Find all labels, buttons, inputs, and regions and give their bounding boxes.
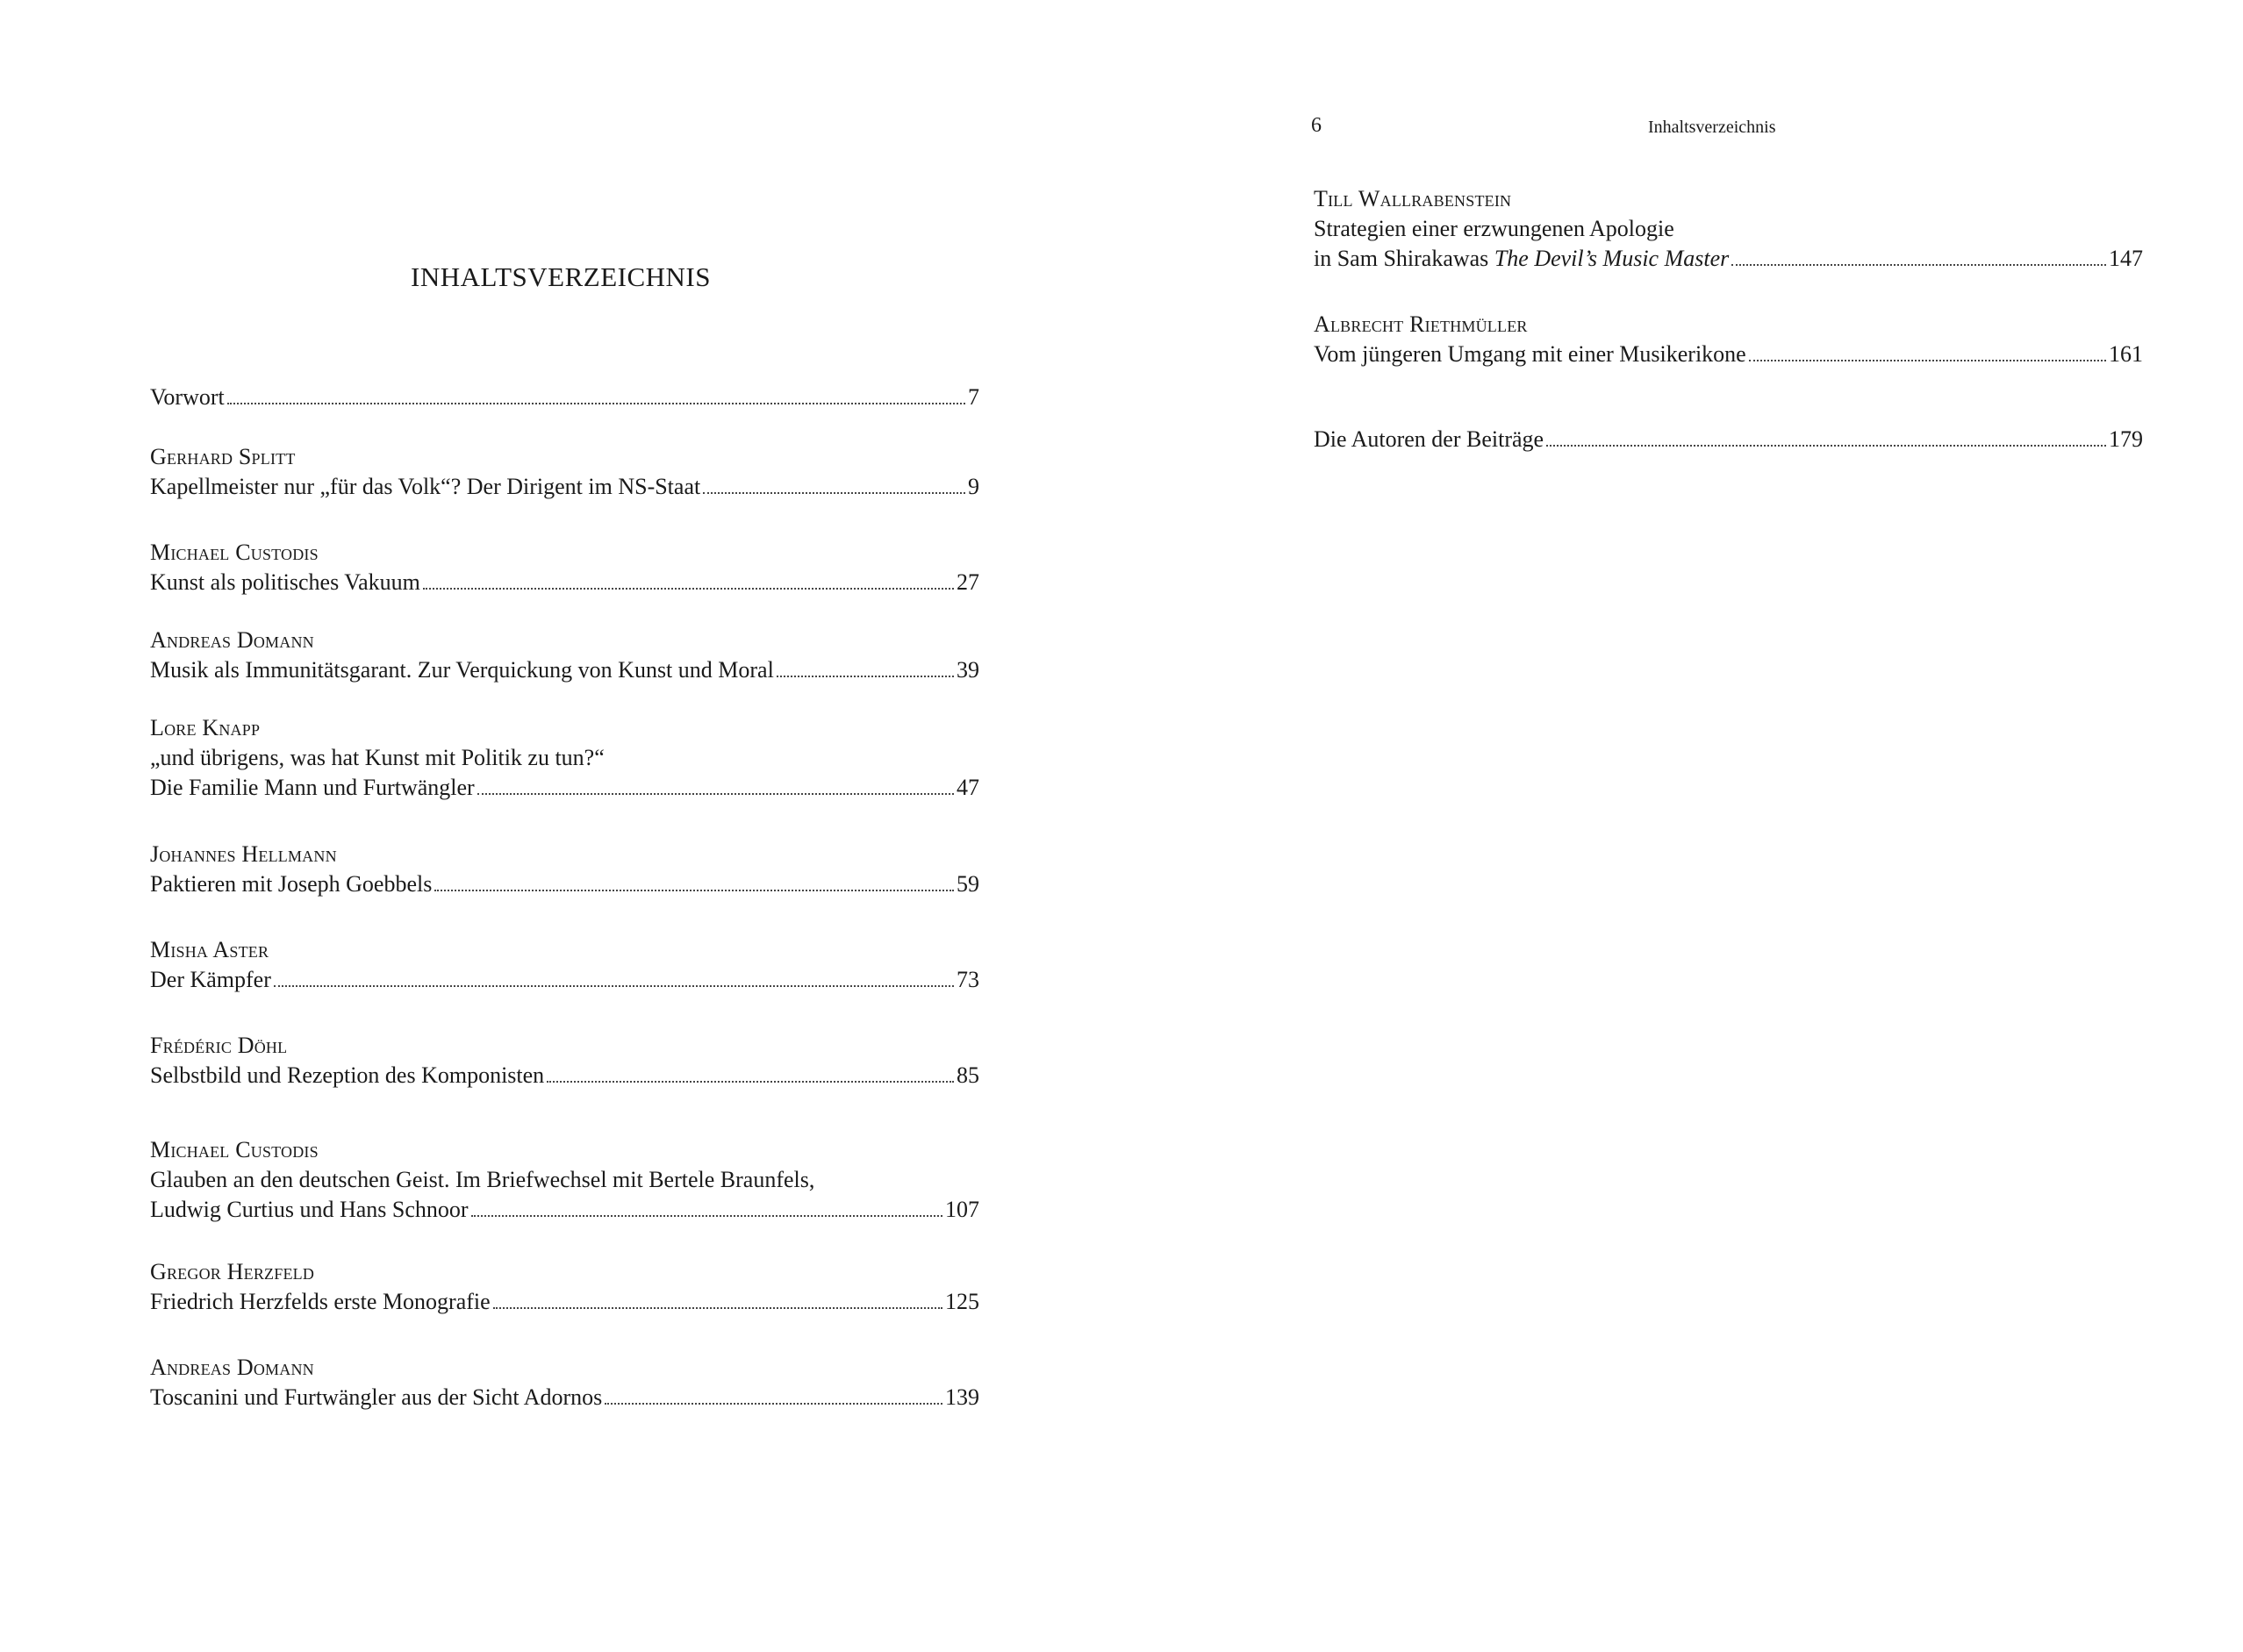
- entry-author: Michael Custodis: [150, 540, 319, 565]
- entry-page: 27: [957, 569, 979, 595]
- entry-title: Musik als Immunitätsgarant. Zur Verquickung von Kunst und Moral: [150, 657, 774, 683]
- toc-entry: [150, 840, 979, 899]
- entry-title: Die Familie Mann und Furtwängler: [150, 775, 475, 800]
- entry-title-italic: The Devil’s Music Master: [1494, 246, 1730, 271]
- entry-title: Paktieren mit Joseph Goebbels: [150, 871, 433, 897]
- entry-page: 179: [2109, 426, 2143, 452]
- toc-entry: [150, 1135, 979, 1225]
- toc-entry: [150, 538, 979, 597]
- toc-title: INHALTSVERZEICHNIS: [411, 261, 711, 292]
- entry-page: 85: [957, 1062, 979, 1088]
- entry-title: Der Kämpfer: [150, 967, 271, 992]
- entry-title: Ludwig Curtius und Hans Schnoor: [150, 1197, 469, 1222]
- entry-title-line: Glauben an den deutschen Geist. Im Briefwechsel mit Bertele Braunfels,: [150, 1167, 815, 1192]
- entry-page: 161: [2109, 341, 2143, 367]
- toc-entry: [1314, 310, 2143, 369]
- toc-entry: [150, 1257, 979, 1317]
- toc-entry-foreword: [150, 383, 979, 412]
- entry-author: Andreas Domann: [150, 627, 314, 653]
- entry-title: Kapellmeister nur „für das Volk“? Der Dirigent im NS-Staat: [150, 474, 701, 499]
- entry-page: 7: [968, 384, 979, 410]
- entry-title: Vorwort: [150, 384, 225, 410]
- entry-author: Lore Knapp: [150, 715, 261, 740]
- entry-page: 125: [945, 1289, 979, 1314]
- entry-title-line: Strategien einer erzwungenen Apologie: [1314, 216, 1674, 241]
- entry-author: Albrecht Riethmüller: [1314, 311, 1528, 337]
- entry-title: in Sam Shirakawas The Devil’s Music Master: [1314, 246, 1730, 271]
- entry-title: Kunst als politisches Vakuum: [150, 569, 420, 595]
- entry-author: Johannes Hellmann: [150, 841, 337, 867]
- toc-entry: [150, 442, 979, 502]
- toc-entry: [150, 935, 979, 995]
- entry-page: 39: [957, 657, 979, 683]
- toc-entry: [1314, 184, 2143, 274]
- entry-title: Selbstbild und Rezeption des Komponisten: [150, 1062, 545, 1088]
- entry-author: Frédéric Döhl: [150, 1033, 288, 1058]
- toc-entry: [150, 626, 979, 685]
- entry-author: Gregor Herzfeld: [150, 1259, 315, 1284]
- entry-page: 107: [945, 1197, 979, 1222]
- entry-author: Gerhard Splitt: [150, 444, 296, 469]
- entry-title: Die Autoren der Beiträge: [1314, 426, 1544, 452]
- entry-page: 9: [968, 474, 979, 499]
- entry-author: Michael Custodis: [150, 1137, 319, 1162]
- entry-page: 139: [945, 1384, 979, 1410]
- toc-entry-contributors: [1314, 425, 2143, 454]
- entry-author: Till Wallrabenstein: [1314, 186, 1512, 211]
- page-number: 6: [1311, 114, 1322, 137]
- entry-title: Friedrich Herzfelds erste Monografie: [150, 1289, 491, 1314]
- toc-entry: [150, 1353, 979, 1412]
- entry-page: 73: [957, 967, 979, 992]
- entry-author: Andreas Domann: [150, 1355, 314, 1380]
- toc-entry: [150, 713, 979, 803]
- entry-title-line: „und übrigens, was hat Kunst mit Politik zu tun?“: [150, 745, 605, 770]
- entry-author: Misha Aster: [150, 937, 269, 962]
- entry-title: Toscanini und Furtwängler aus der Sicht Adornos: [150, 1384, 603, 1410]
- entry-page: 59: [957, 871, 979, 897]
- toc-entry: [150, 1031, 979, 1091]
- entry-page: 147: [2109, 246, 2143, 271]
- running-head: Inhaltsverzeichnis: [1648, 118, 1776, 137]
- right-page: [1122, 0, 2243, 1652]
- entry-page: 47: [957, 775, 979, 800]
- entry-title: Vom jüngeren Umgang mit einer Musikerikone: [1314, 341, 1746, 367]
